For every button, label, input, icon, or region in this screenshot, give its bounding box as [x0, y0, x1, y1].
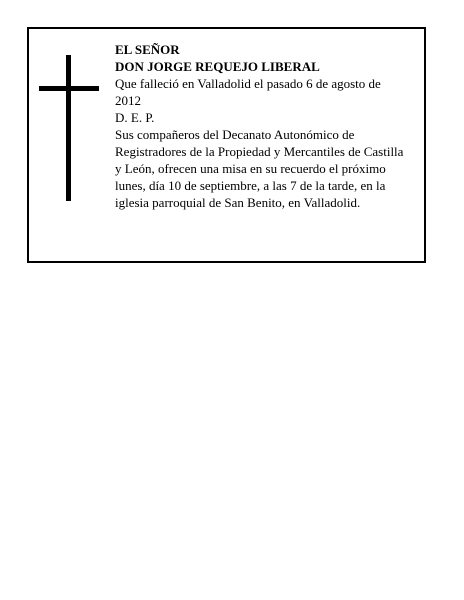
- rip-line: D. E. P.: [115, 110, 155, 125]
- title-line-2: DON JORGE REQUEJO LIBERAL: [115, 59, 320, 74]
- body-line-3: y León, ofrecen una misa en su recuerdo el próximo: [115, 161, 386, 176]
- cross-horizontal-bar: [39, 86, 99, 91]
- death-line-1: Que falleció en Valladolid el pasado 6 de agosto de: [115, 76, 381, 91]
- notice-text: [115, 41, 421, 211]
- cross-icon: [39, 55, 99, 201]
- obituary-notice: [27, 27, 426, 263]
- body-line-4: lunes, día 10 de septiembre, a las 7 de la tarde, en la: [115, 178, 386, 193]
- death-line-2: 2012: [115, 93, 141, 108]
- body-line-2: Registradores de la Propiedad y Mercantiles de Castilla: [115, 144, 404, 159]
- body-line-5: iglesia parroquial de San Benito, en Valladolid.: [115, 195, 361, 210]
- cross-vertical-bar: [66, 55, 71, 201]
- body-line-1: Sus compañeros del Decanato Autonómico de: [115, 127, 355, 142]
- title-line-1: EL SEÑOR: [115, 42, 180, 57]
